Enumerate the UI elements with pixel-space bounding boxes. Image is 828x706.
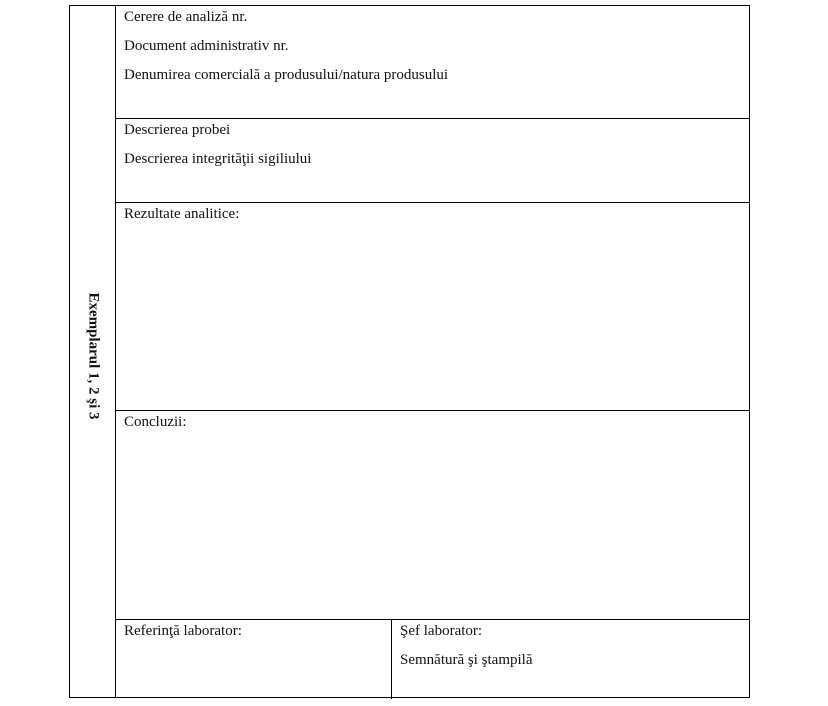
administrative-document-label: Document administrativ nr.: [124, 38, 289, 54]
conclusions-section: [116, 411, 749, 620]
lab-head-label: Şef laborator:: [400, 623, 483, 639]
analytical-results-label: Rezultate analitice:: [124, 206, 240, 222]
conclusions-label: Concluzii:: [124, 414, 187, 430]
sample-description-label: Descrierea probei: [124, 122, 231, 138]
lab-reference-label: Referinţă laborator:: [124, 623, 242, 639]
analytical-results-section: [116, 203, 749, 411]
product-name-label: Denumirea comercială a produsului/natura produsului: [124, 67, 449, 83]
footer-section: [116, 620, 749, 699]
request-number-label: Cerere de analiză nr.: [124, 9, 248, 25]
signature-stamp-label: Semnătură şi ştampilă: [400, 652, 533, 668]
lab-head-cell: [392, 620, 749, 699]
lab-reference-cell: [116, 620, 392, 699]
seal-integrity-label: Descrierea integrităţii sigiliului: [124, 151, 312, 167]
sample-description-section: [116, 119, 749, 203]
lab-analysis-form: [69, 5, 750, 698]
request-section: [116, 6, 749, 119]
copy-column: [70, 6, 116, 697]
copy-label: Exemplarul 1, 2 şi 3: [85, 292, 101, 420]
